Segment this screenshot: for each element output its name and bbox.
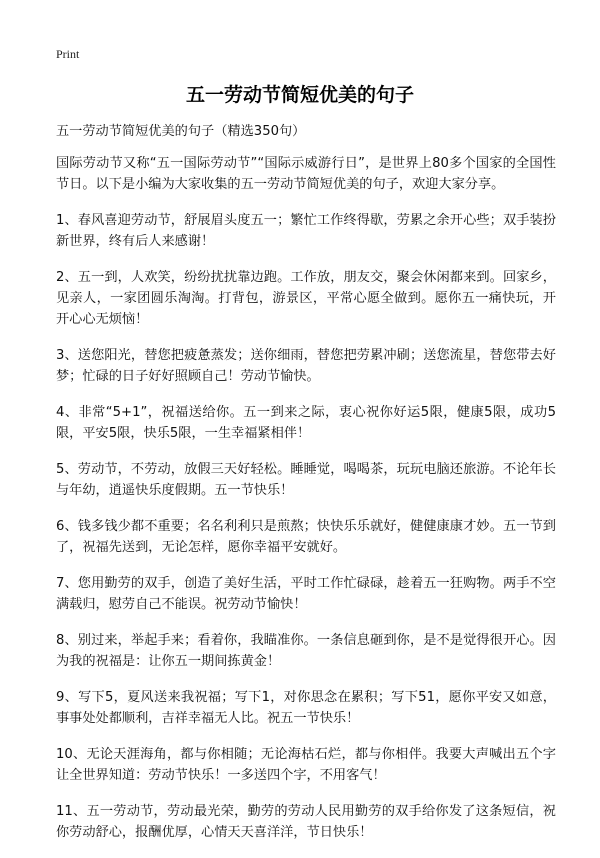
sentence-paragraph: 9、写下5，夏风送来我祝福；写下1，对你思念在累积；写下51，愿你平安又如意，事事处处都顺利，吉祥幸福无人比。祝五一节快乐！ <box>56 690 556 726</box>
sentence-paragraph: 7、您用勤劳的双手，创造了美好生活，平时工作忙碌碌，趁着五一狂购物。两手不空满载归，慰劳自己不能误。祝劳动节愉快！ <box>56 576 556 612</box>
sentence-paragraph: 1、春风喜迎劳动节，舒展眉头度五一；繁忙工作终得歇，劳累之余开心些；双手装扮新世界，终有后人来感谢！ <box>56 213 556 249</box>
page-title: 五一劳动节简短优美的句子 <box>185 84 414 106</box>
sentence-paragraph: 11、五一劳动节，劳动最光荣，勤劳的劳动人民用勤劳的双手给你发了这条短信，祝你劳动舒心，报酬优厚，心情天天喜洋洋，节日快乐！ <box>56 804 556 840</box>
sentence-paragraph: 4、非常“5+1”，祝福送给你。五一到来之际，衷心祝你好运5限，健康5限，成功5限，平安5限，快乐5限，一生幸福紧相伴！ <box>56 405 556 441</box>
sentence-paragraph: 8、别过来，举起手来；看着你，我瞄准你。一条信息砸到你，是不是觉得很开心。因为我的祝福是：让你五一期间拣黄金！ <box>56 633 556 669</box>
sentence-paragraph: 6、钱多钱少都不重要；名名利利只是煎熬；快快乐乐就好，健健康康才妙。五一节到了，祝福先送到，无论怎样，愿你幸福平安就好。 <box>56 519 556 555</box>
sentence-paragraph: 3、送您阳光，替您把疲惫蒸发；送你细雨，替您把劳累冲刷；送您流星，替您带去好梦；忙碌的日子好好照顾自己！劳动节愉快。 <box>56 348 556 384</box>
article-body <box>56 121 556 858</box>
intro-paragraph: 国际劳动节又称“五一国际劳动节”“国际示威游行日”，是世界上80多个国家的全国性节日。以下是小编为大家收集的五一劳动节简短优美的句子，欢迎大家分享。 <box>56 156 556 192</box>
sentence-paragraph: 5、劳动节，不劳动，放假三天好轻松。睡睡觉，喝喝茶，玩玩电脑还旅游。不论年长与年幼，逍遥快乐度假期。五一节快乐！ <box>56 462 556 498</box>
print-link[interactable]: Print <box>56 47 80 61</box>
sentence-paragraph: 2、五一到，人欢笑，纷纷扰扰靠边跑。工作放，朋友交，聚会休闲都来到。回家乡，见亲人，一家团圆乐淘淘。打背包，游景区，平常心愿全做到。愿你五一痛快玩，开开心心无烦恼！ <box>56 270 556 327</box>
article-subtitle: 五一劳动节简短优美的句子（精选350句） <box>56 124 306 139</box>
sentence-paragraph: 10、无论天涯海角，都与你相随；无论海枯石烂，都与你相伴。我要大声喊出五个字让全世界知道：劳动节快乐！一多送四个字，不用客气！ <box>56 747 556 783</box>
